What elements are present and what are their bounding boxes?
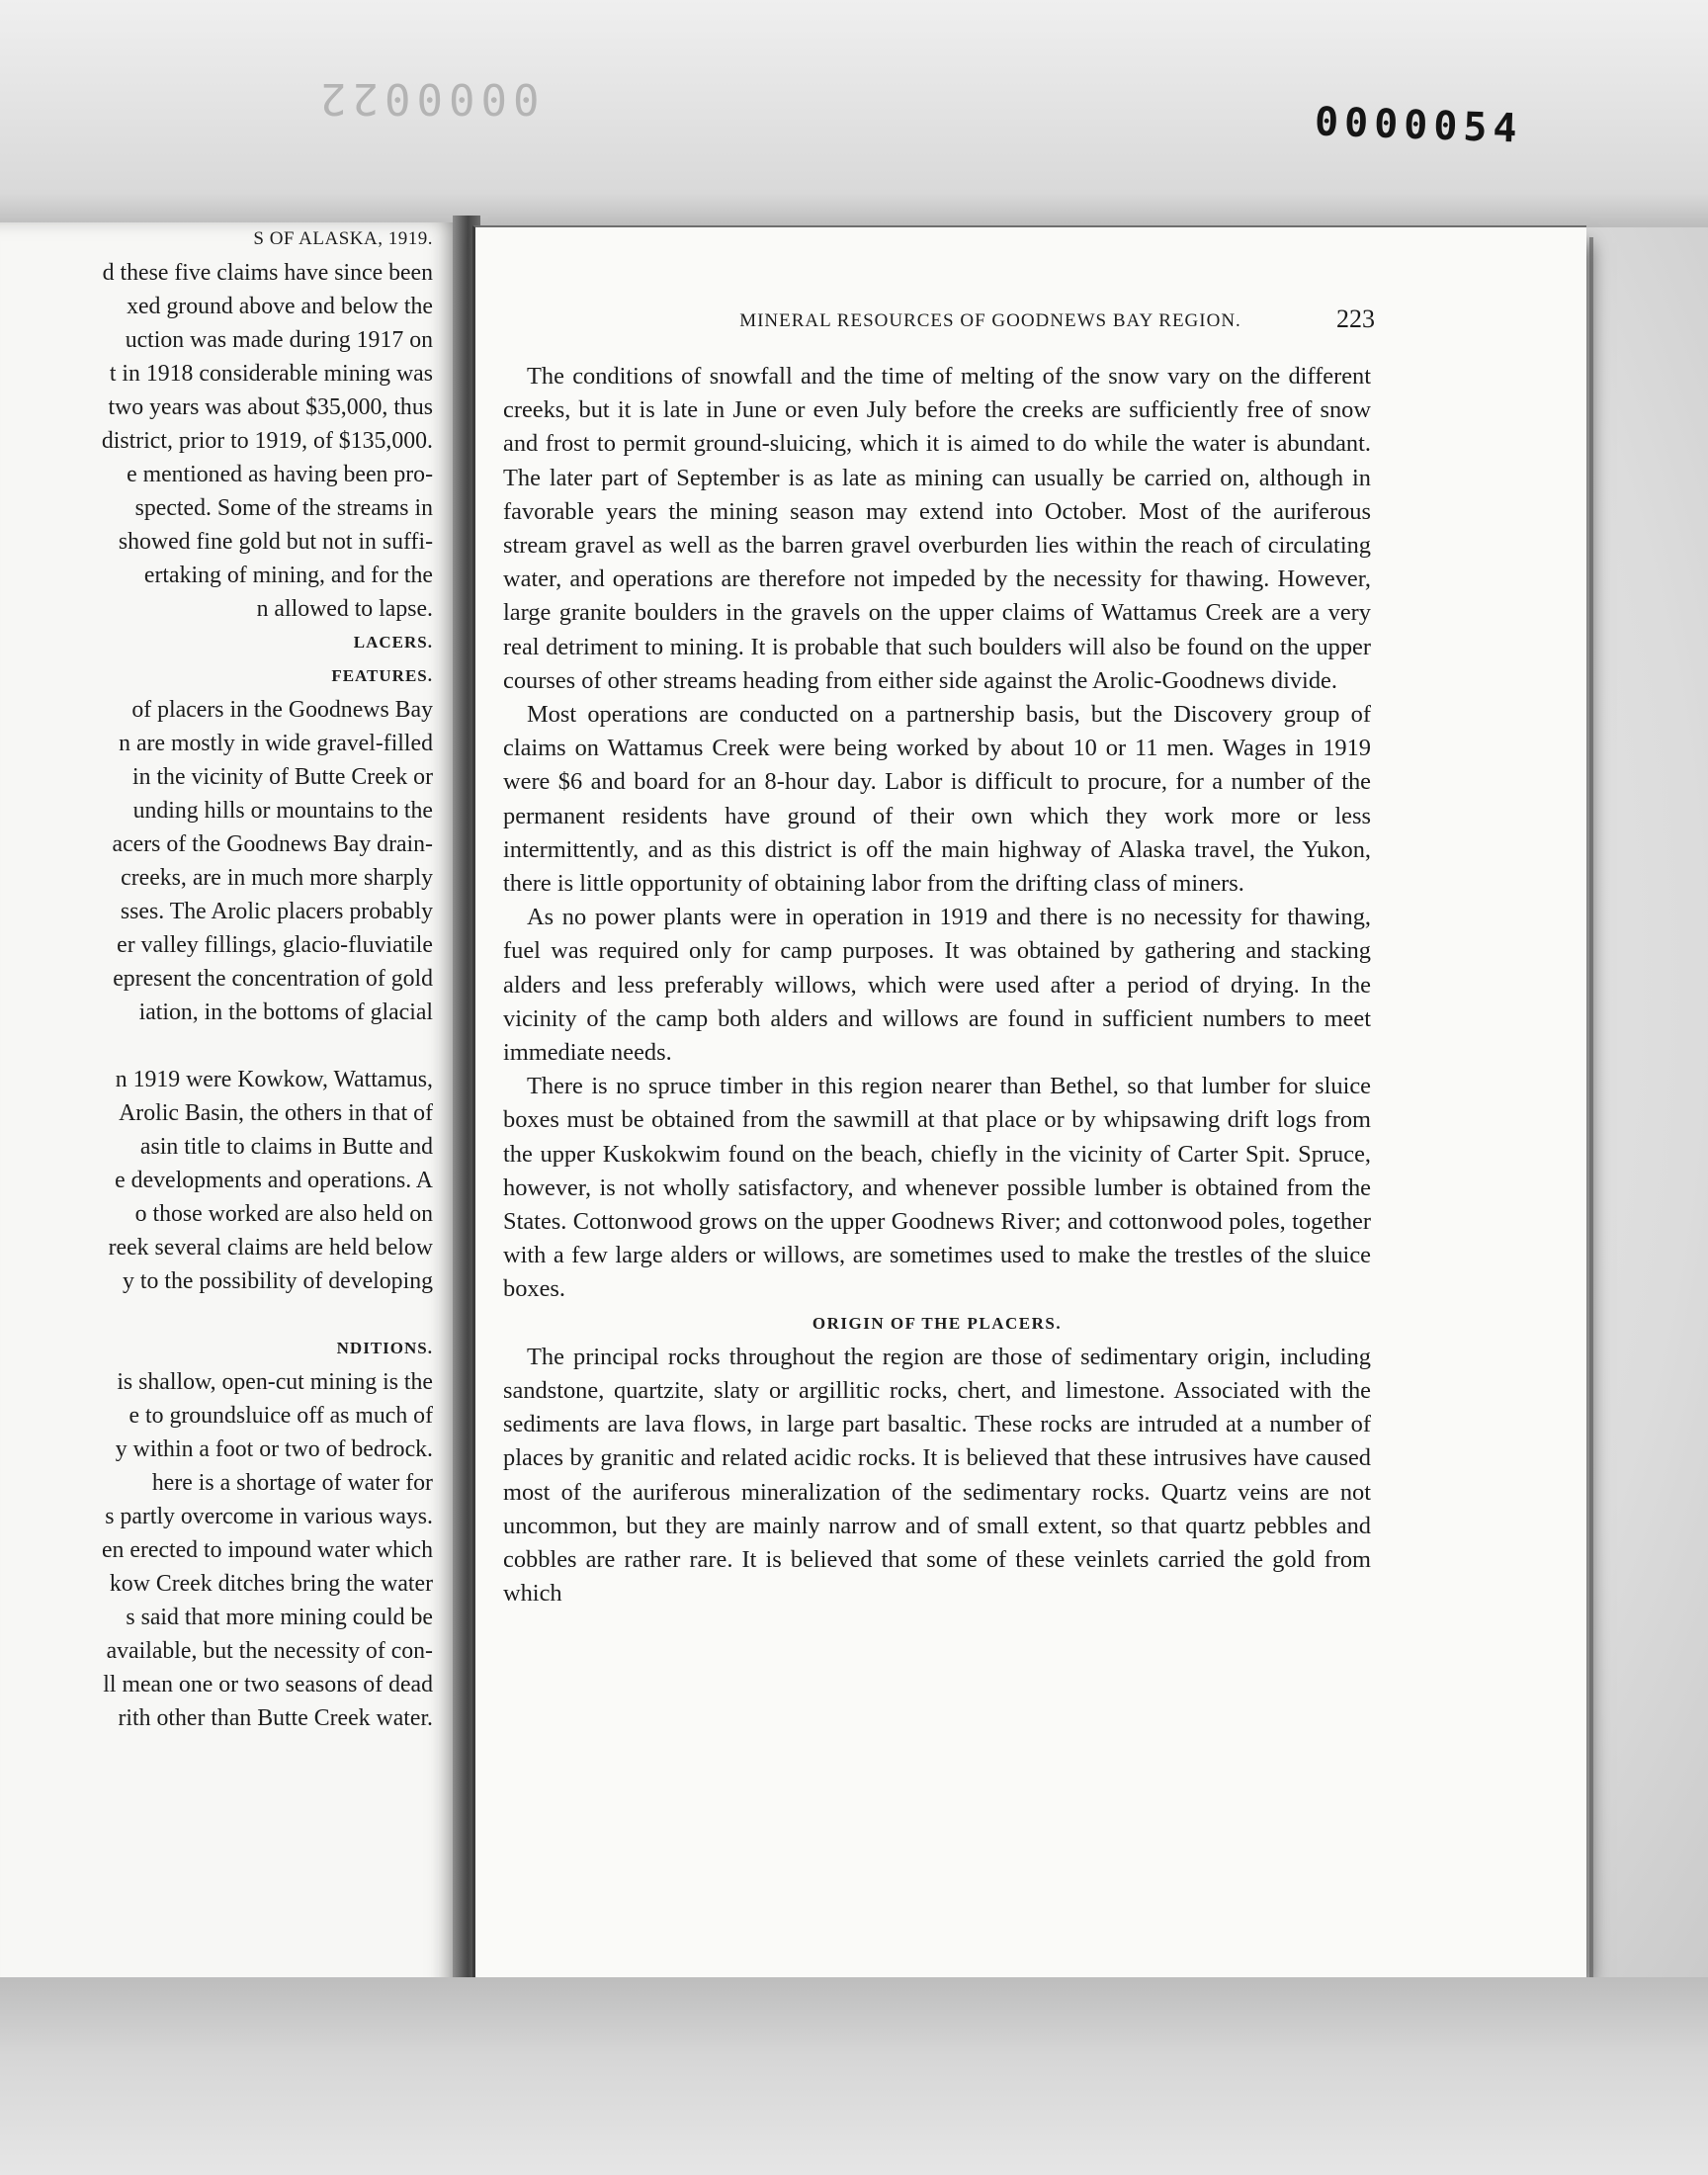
left-line: ertaking of mining, and for the (143, 563, 433, 588)
left-line: two years was about $35,000, thus (108, 394, 433, 420)
left-line: n allowed to lapse. (256, 596, 433, 622)
body-paragraph: The principal rocks throughout the region are those of sedimentary origin, including sandstone, quartzite, slaty or argillitic rocks, chert, and limestone. Associated with the sediments are lava flows, in large part basaltic. These rocks are intruded at a number of places by granitic and related acidic rocks. It is believed that these intrusives have caused most of the auriferous mineralization of the sedimentary rocks. Quartz veins are not uncommon, but they are mainly narrow and of small extent, so that quartz pebbles and cobbles are rather rare. It is believed that some of these veinlets carried the gold from which (503, 1343, 1371, 1608)
left-line: acers of the Goodnews Bay drain- (112, 831, 433, 857)
left-line: creeks, are in much more sharply (121, 865, 433, 891)
left-line: unding hills or mountains to the (132, 798, 433, 824)
left-line: district, prior to 1919, of $135,000. (101, 428, 433, 454)
left-page-text (0, 222, 433, 1735)
body-paragraph: The conditions of snowfall and the time of melting of the snow vary on the different creeks, but it is late in June or even July before the creeks are sufficiently free of snow and frost to permit ground-sluicing, which it is aimed to do while the water is abundant. The later part of September is as late as mining can usually be carried on, although in favorable years the mining season may extend into October. Most of the auriferous stream gravel as well as the barren gravel overburden lies within the reach of circulating water, and operations are therefore not impeded by the necessity for thawing. However, large granite boulders in the gravels on the upper claims of Wattamus Creek are a very real detriment to mining. It is probable that such boulders will also be found on the upper courses of other streams heading from either side against the Arolic-Goodnews divide. (503, 363, 1371, 694)
left-line: e mentioned as having been pro- (127, 462, 433, 487)
right-page-body (503, 360, 1371, 1611)
left-page (0, 222, 460, 2002)
body-paragraph: Most operations are conducted on a partnership basis, but the Discovery group of claims on Wattamus Creek were being worked by about 10 or 11 men. Wages in 1919 were $6 and board for an 8-hour day. Labor is difficult to procure, for a number of the permanent residents have ground of their own which they work more or less intermittently, and as this district is off the main highway of Alaska travel, the Yukon, there is little opportunity of obtaining labor from the drifting class of miners. (503, 701, 1371, 898)
scan-bottom-band (0, 1977, 1708, 2175)
left-subsection-heading: NDITIONS. (336, 1339, 433, 1357)
left-line: s partly overcome in various ways. (105, 1504, 433, 1529)
left-subsection-heading: FEATURES. (331, 666, 433, 685)
right-page (472, 225, 1586, 1981)
left-line: Arolic Basin, the others in that of (119, 1100, 433, 1126)
page-number: 223 (1336, 304, 1375, 333)
left-line: s said that more mining could be (126, 1605, 433, 1630)
left-line: sses. The Arolic placers probably (120, 899, 433, 924)
left-line: kow Creek ditches bring the water (109, 1571, 433, 1597)
left-line: n are mostly in wide gravel-filled (119, 731, 433, 756)
left-line: in the vicinity of Butte Creek or (131, 764, 433, 790)
left-line: e developments and operations. A (115, 1168, 433, 1193)
left-page-text-clip (0, 222, 433, 2002)
left-line: reek several claims are held below (108, 1235, 433, 1261)
left-line: e to groundsluice off as much of (128, 1403, 433, 1429)
left-line: d these five claims have since been (102, 260, 433, 286)
left-running-head: S OF ALASKA, 1919. (253, 228, 433, 249)
faint-stamp-number: 0000022 (314, 73, 540, 124)
left-line: iation, in the bottoms of glacial (138, 1000, 433, 1025)
left-line: y within a foot or two of bedrock. (115, 1436, 433, 1462)
left-line: rith other than Butte Creek water. (118, 1705, 433, 1731)
left-line: is shallow, open-cut mining is the (117, 1369, 433, 1395)
left-line: here is a shortage of water for (151, 1470, 433, 1496)
left-line: asin title to claims in Butte and (139, 1134, 433, 1160)
body-paragraph: There is no spruce timber in this region nearer than Bethel, so that lumber for sluice boxes must be obtained from the sawmill at that place or by whipsawing drift logs from the upper Kuskokwim found on the beach, chiefly in the vicinity of Carter Spit. Spruce, however, is not wholly satisfactory, and whenever possible lumber is obtained from the States. Cottonwood grows on the upper Goodnews River; and cottonwood poles, together with a few large alders or willows, are sometimes used to make the trestles of the sluice boxes. (503, 1073, 1371, 1303)
left-line: er valley fillings, glacio-fluviatile (117, 932, 433, 958)
left-line: o those worked are also held on (134, 1201, 433, 1227)
left-line-blank (0, 1029, 433, 1063)
left-line-blank (0, 1298, 433, 1332)
left-line: n 1919 were Kowkow, Wattamus, (115, 1067, 433, 1092)
left-line: t in 1918 considerable mining was (109, 361, 433, 387)
left-line: y to the possibility of developing (123, 1268, 433, 1294)
left-line: xed ground above and below the (127, 294, 433, 319)
body-paragraph: As no power plants were in operation in 1919 and there is no necessity for thawing, fuel was required only for camp purposes. It was obtained by gathering and stacking alders and less preferably willows, which were used after a period of drying. In the vicinity of the camp both alders and willows are found in sufficient numbers to meet immediate needs. (503, 904, 1371, 1067)
section-heading: ORIGIN OF THE PLACERS. (811, 1313, 1063, 1333)
left-line: uction was made during 1917 on (125, 327, 433, 353)
left-line: of placers in the Goodnews Bay (131, 697, 433, 723)
running-head: MINERAL RESOURCES OF GOODNEWS BAY REGION. (739, 310, 1241, 331)
left-line: spected. Some of the streams in (134, 495, 433, 521)
left-line: showed fine gold but not in suffi- (118, 529, 433, 555)
left-line: ll mean one or two seasons of dead (103, 1672, 433, 1697)
left-line: available, but the necessity of con- (106, 1638, 433, 1664)
left-line: en erected to impound water which (101, 1537, 433, 1563)
document-stamp-number: 0000054 (1314, 99, 1524, 152)
left-line: epresent the concentration of gold (113, 966, 433, 992)
left-section-heading: LACERS. (353, 633, 433, 652)
